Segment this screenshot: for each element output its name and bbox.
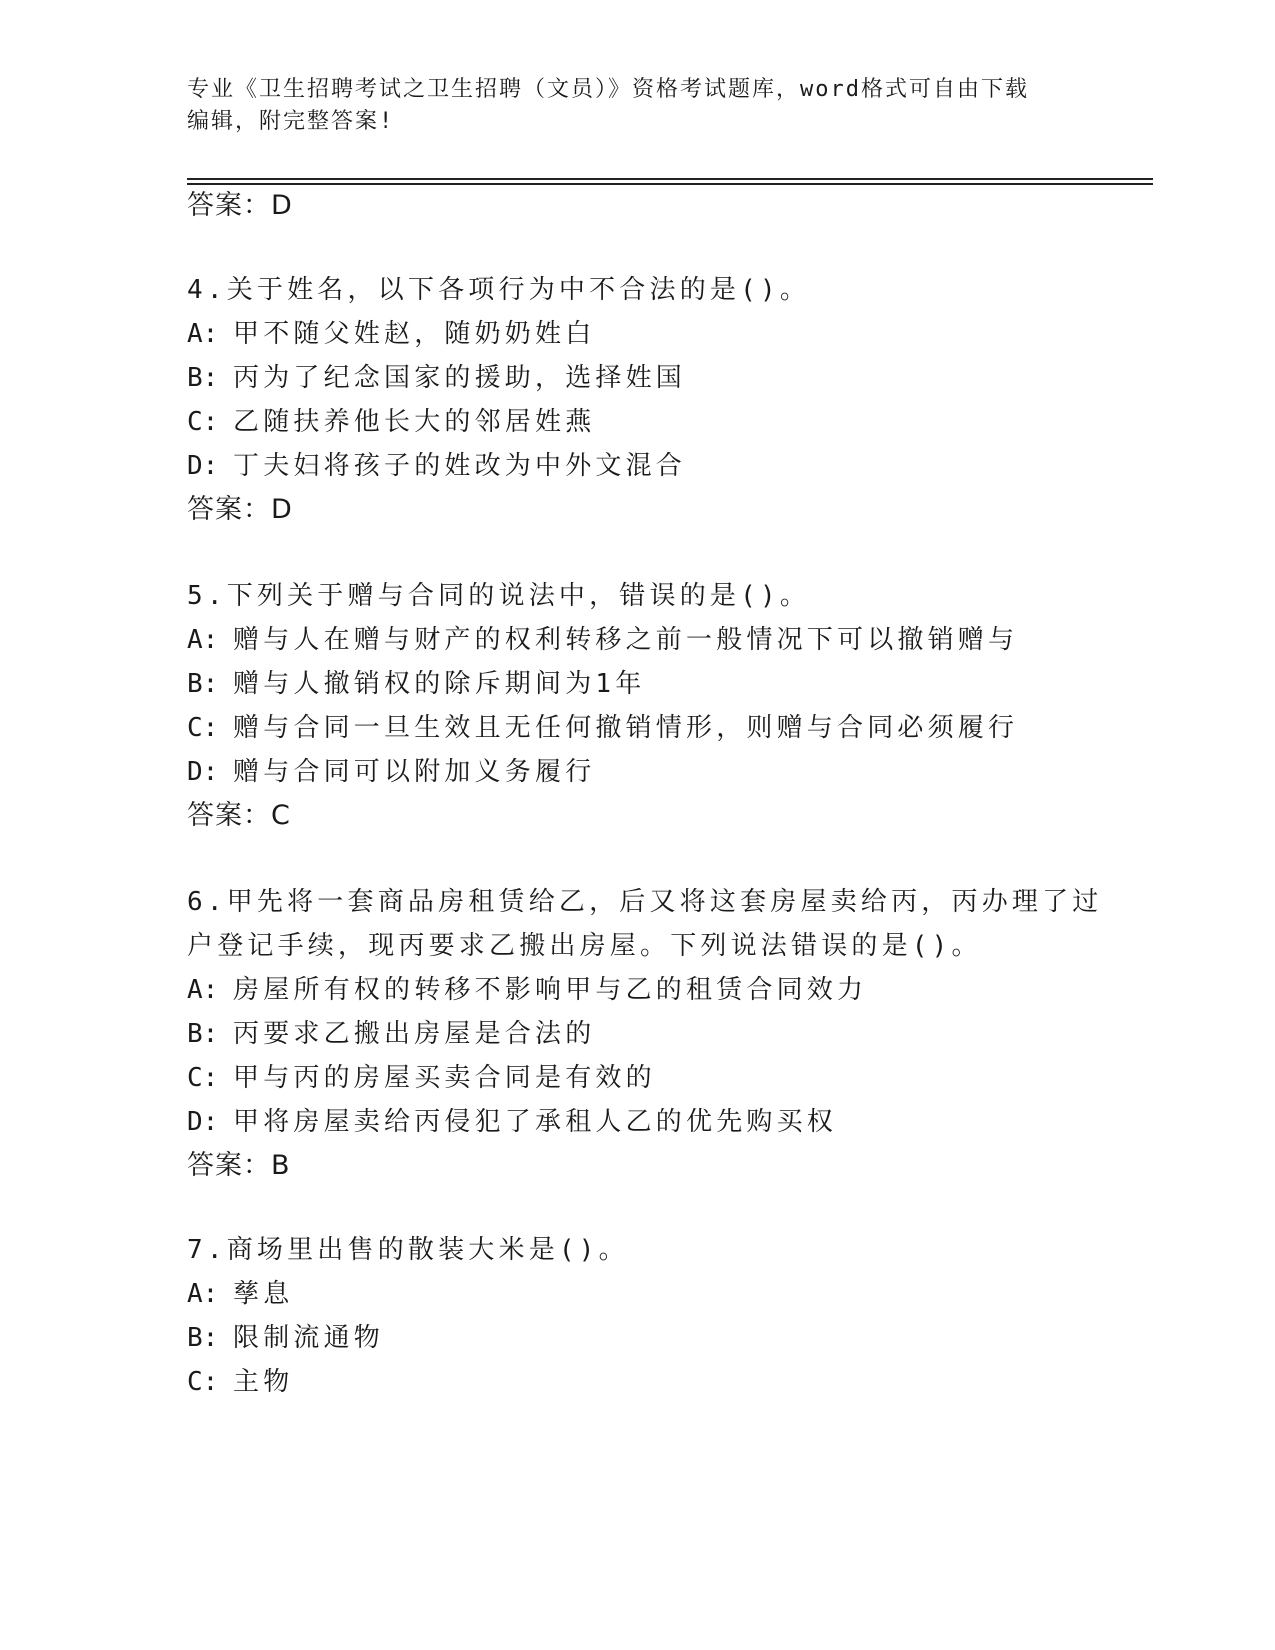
option-b <box>187 360 686 396</box>
option-label: D: <box>187 757 219 787</box>
option-c <box>187 710 1018 746</box>
option-label: B: <box>187 363 219 393</box>
option-text: 赠与合同可以附加义务履行 <box>233 757 596 787</box>
option-label: A: <box>187 319 219 349</box>
option-label: C: <box>187 1063 219 1093</box>
title-line-1: 专业《卫生招聘考试之卫生招聘（文员）》资格考试题库，word格式可自由下载 <box>187 77 1029 102</box>
option-text: 限制流通物 <box>233 1323 385 1353</box>
option-d <box>187 754 595 790</box>
option-label: C: <box>187 713 219 743</box>
option-text: 甲不随父姓赵，随奶奶姓白 <box>233 319 596 349</box>
document-title <box>187 74 1067 138</box>
option-label: A: <box>187 1279 219 1309</box>
option-a <box>187 316 595 352</box>
question-stem: 7.商场里出售的散装大米是()。 <box>187 1235 629 1265</box>
question-stem-line-1: 6.甲先将一套商品房租赁给乙，后又将这套房屋卖给丙，丙办理了过 <box>187 887 1103 917</box>
option-a <box>187 622 1018 658</box>
title-line-2: 编辑，附完整答案! <box>187 109 395 134</box>
option-b <box>187 1016 595 1052</box>
answer: 答案：B <box>187 1150 291 1181</box>
header-divider-top <box>187 178 1153 180</box>
option-c <box>187 404 595 440</box>
option-a <box>187 972 867 1008</box>
option-b <box>187 1320 384 1356</box>
option-label: A: <box>187 975 219 1005</box>
answer: 答案：C <box>187 800 291 831</box>
option-text: 赠与人在赠与财产的权利转移之前一般情况下可以撤销赠与 <box>233 625 1019 655</box>
option-c <box>187 1364 293 1400</box>
option-label: C: <box>187 1367 219 1397</box>
header-divider-bottom <box>187 183 1153 185</box>
option-text: 孳息 <box>233 1279 294 1309</box>
option-text: 丙要求乙搬出房屋是合法的 <box>233 1019 596 1049</box>
option-text: 乙随扶养他长大的邻居姓燕 <box>233 407 596 437</box>
option-b <box>187 666 645 702</box>
option-text: 甲与丙的房屋买卖合同是有效的 <box>233 1063 656 1093</box>
option-d <box>187 1104 837 1140</box>
question-stem-line-2: 户登记手续，现丙要求乙搬出房屋。下列说法错误的是()。 <box>187 931 982 961</box>
option-d <box>187 448 686 484</box>
option-label: B: <box>187 1019 219 1049</box>
question-stem: 4.关于姓名，以下各项行为中不合法的是()。 <box>187 275 811 305</box>
option-label: D: <box>187 451 219 481</box>
option-text: 赠与合同一旦生效且无任何撤销情形，则赠与合同必须履行 <box>233 713 1019 743</box>
option-label: A: <box>187 625 219 655</box>
option-text: 主物 <box>233 1367 294 1397</box>
option-text: 丁夫妇将孩子的姓改为中外文混合 <box>233 451 687 481</box>
option-text: 丙为了纪念国家的援助，选择姓国 <box>233 363 687 393</box>
answer-previous: 答案：D <box>187 190 293 221</box>
option-label: B: <box>187 669 219 699</box>
option-label: D: <box>187 1107 219 1137</box>
option-a <box>187 1276 293 1312</box>
option-label: B: <box>187 1323 219 1353</box>
option-label: C: <box>187 407 219 437</box>
option-text: 房屋所有权的转移不影响甲与乙的租赁合同效力 <box>233 975 868 1005</box>
option-c <box>187 1060 656 1096</box>
question-stem: 5.下列关于赠与合同的说法中，错误的是()。 <box>187 581 811 611</box>
option-text: 赠与人撤销权的除斥期间为1年 <box>233 669 646 699</box>
option-text: 甲将房屋卖给丙侵犯了承租人乙的优先购买权 <box>233 1107 838 1137</box>
answer: 答案：D <box>187 494 293 525</box>
